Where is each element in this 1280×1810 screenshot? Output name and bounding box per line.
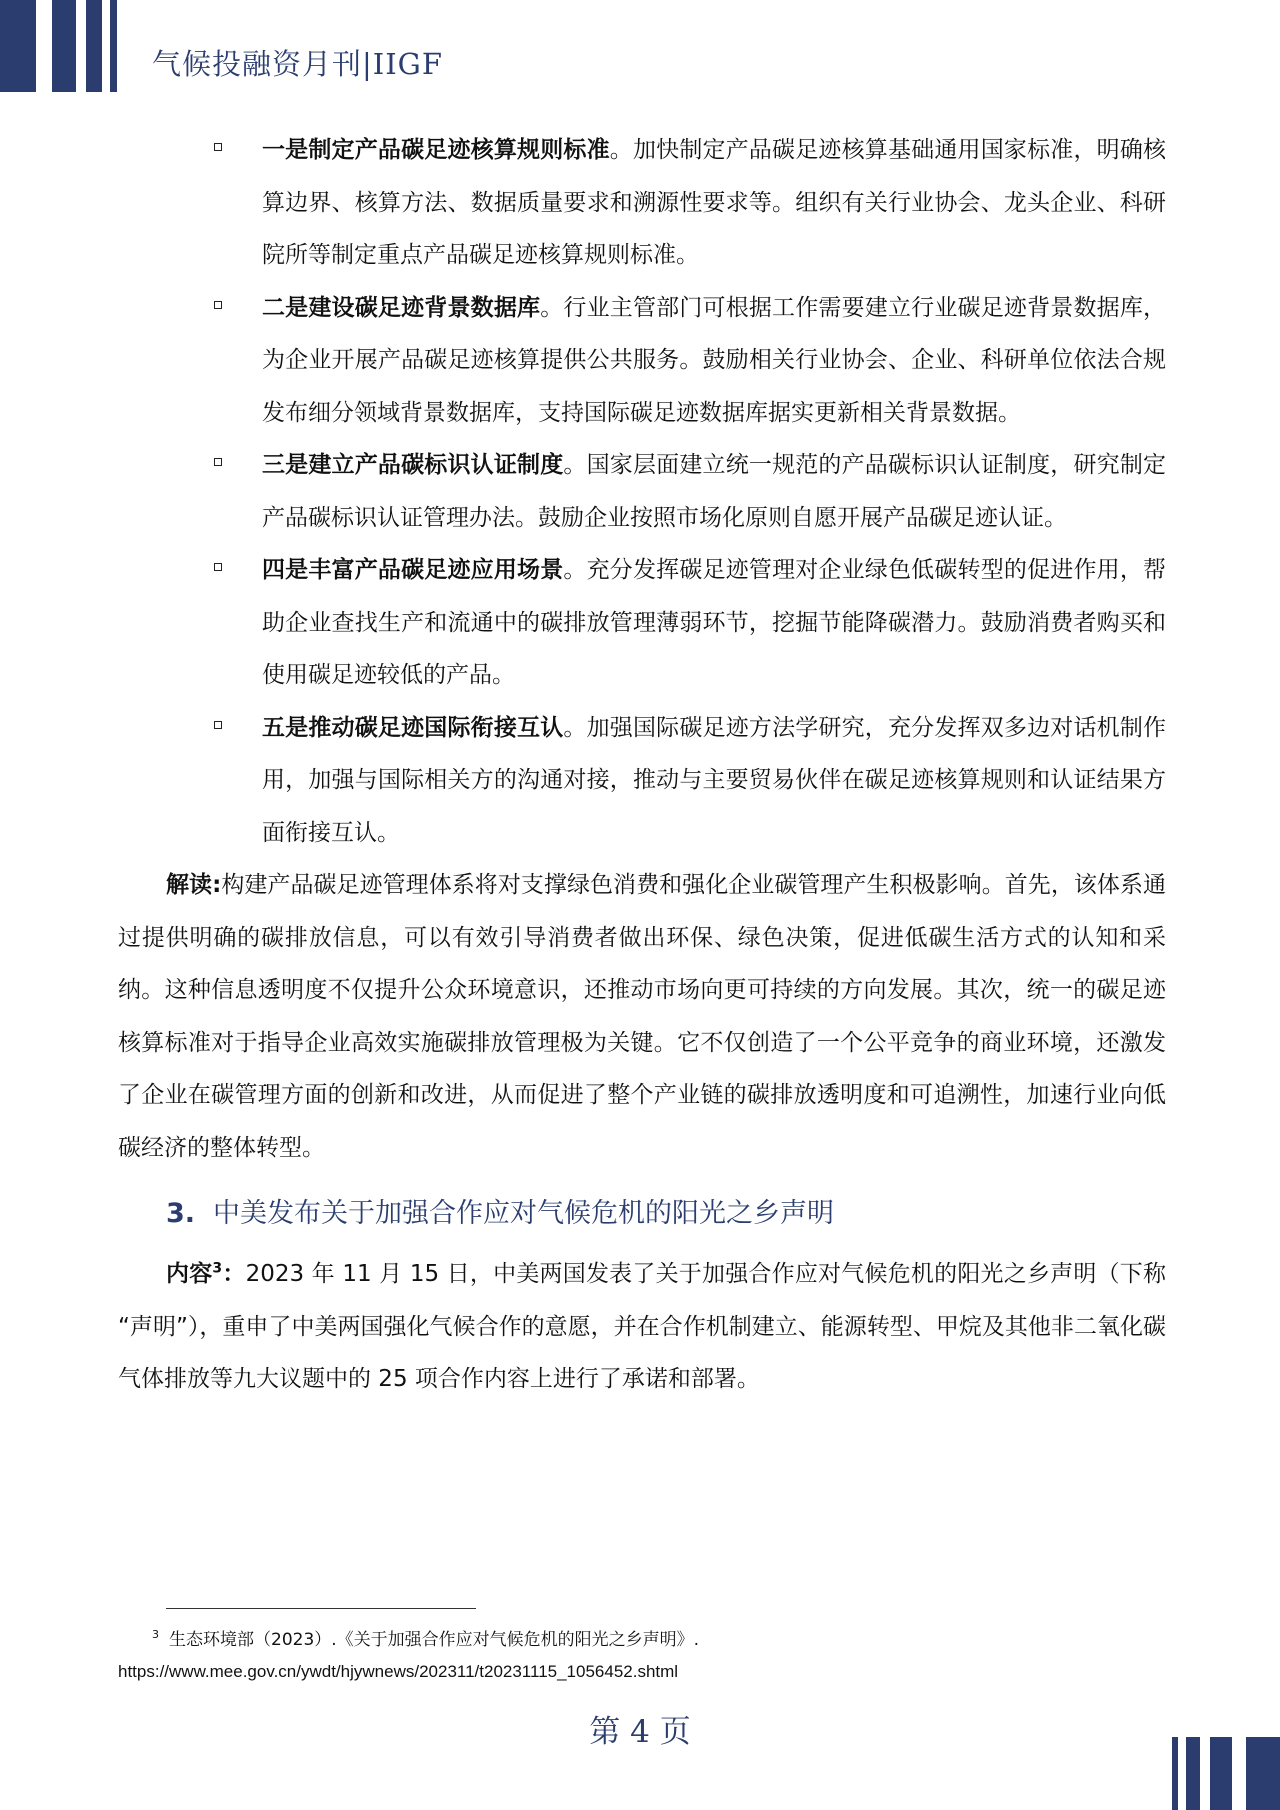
bullet-heading: 一是制定产品碳足迹核算规则标准 <box>262 137 610 163</box>
bullet-text: 。行业主管部门可根据工作需要建立行业碳足迹背景数据库，为企业开展产品碳足迹核算提供公共服务。鼓励相关行业协会、企业、科研单位依法合规发布细分领域背景数据库，支持国际碳足迹数据库据实更新相关背景数据。 <box>262 294 1167 426</box>
bullet-heading: 五是推动碳足迹国际衔接互认 <box>262 714 564 741</box>
bullet-text: 。国家层面建立统一规范的产品碳标识认证制度，研究制定产品碳标识认证管理办法。鼓励企业按照市场化原则自愿开展产品碳足迹认证。 <box>262 452 1167 531</box>
article-body <box>118 124 1166 1406</box>
content-label: 内容 <box>166 1261 213 1287</box>
publication-title: 气候投融资月刊|IIGF <box>152 47 443 81</box>
content-text: 2023 年 11 月 15 日，中美两国发表了关于加强合作应对气候危机的阳光之乡声明（下称 “声明”），重申了中美两国强化气候合作的意愿，并在合作机制建立、能源转型、甲烷及其他非二氧化碳气体排放等九大议题中的 25 项合作内容上进行了承诺和部署。 <box>118 1261 1166 1392</box>
square-bullet-icon <box>214 143 222 151</box>
square-bullet-icon <box>214 458 222 466</box>
square-bullet-icon <box>214 721 222 729</box>
interpretation-label: 解读: <box>166 872 222 898</box>
section-number: 3. <box>166 1198 196 1229</box>
content-paragraph <box>118 1248 1166 1406</box>
page-number: 第 4 页 <box>589 1714 691 1750</box>
footnote <box>152 1625 699 1650</box>
square-bullet-icon <box>214 301 222 309</box>
bullet-text: 。加强国际碳足迹方法学研究，充分发挥双多边对话机制作用，加强与国际相关方的沟通对接，推动与主要贸易伙伴在碳足迹核算规则和认证结果方面衔接互认。 <box>262 714 1167 846</box>
bullet-heading: 四是丰富产品碳足迹应用场景 <box>262 557 564 583</box>
content-colon: ： <box>222 1261 246 1287</box>
section-title-text: 中美发布关于加强合作应对气候危机的阳光之乡声明 <box>213 1198 835 1229</box>
interpretation-text: 构建产品碳足迹管理体系将对支撑绿色消费和强化企业碳管理产生积极影响。首先，该体系通过提供明确的碳排放信息，可以有效引导消费者做出环保、绿色决策，促进低碳生活方式的认知和采纳。这种信息透明度不仅提升公众环境意识，还推动市场向更可持续的方向发展。其次，统一的碳足迹核算标准对于指导企业高效实施碳排放管理极为关键。它不仅创造了一个公平竞争的商业环境，还激发了企业在碳管理方面的创新和改进，从而促进了整个产业链的碳排放透明度和可追溯性，加速行业向低碳经济的整体转型。 <box>118 872 1167 1161</box>
square-bullet-icon <box>214 563 222 571</box>
footnote-divider <box>166 1608 476 1609</box>
list-item <box>118 124 1166 282</box>
section-heading <box>118 1188 1166 1240</box>
interpretation-paragraph <box>118 859 1166 1174</box>
bullet-text: 。加快制定产品碳足迹核算基础通用国家标准，明确核算边界、核算方法、数据质量要求和溯源性要求等。组织有关行业协会、龙头企业、科研院所等制定重点产品碳足迹核算规则标准。 <box>262 137 1167 268</box>
bullet-heading: 二是建设碳足迹背景数据库 <box>262 294 541 321</box>
list-item <box>118 439 1166 544</box>
list-item <box>118 282 1166 440</box>
footnote-text: 生态环境部（2023）.《关于加强合作应对气候危机的阳光之乡声明》. <box>169 1630 700 1650</box>
list-item <box>118 702 1166 860</box>
bullet-heading: 三是建立产品碳标识认证制度 <box>262 452 564 478</box>
footnote-number: 3 <box>152 1628 159 1642</box>
footnote-ref[interactable]: 3 <box>212 1260 223 1277</box>
footnote-url[interactable]: https://www.mee.gov.cn/ywdt/hjywnews/202311/t20231115_1056452.shtml <box>118 1662 679 1681</box>
list-item <box>118 544 1166 702</box>
bullet-text: 。充分发挥碳足迹管理对企业绿色低碳转型的促进作用，帮助企业查找生产和流通中的碳排放管理薄弱环节，挖掘节能降碳潜力。鼓励消费者购买和使用碳足迹较低的产品。 <box>262 557 1167 688</box>
